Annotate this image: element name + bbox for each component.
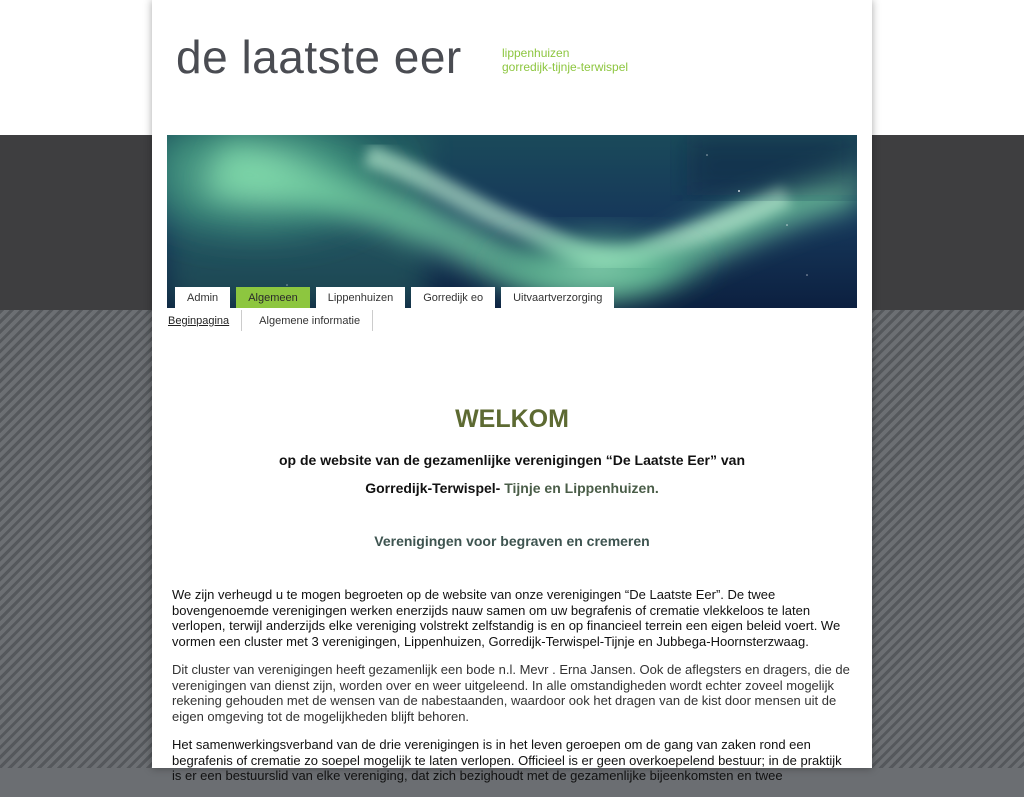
welcome-heading: WELKOM [455,405,569,433]
tab-lippenhuizen[interactable]: Lippenhuizen [316,287,405,308]
subheading: Verenigingen voor begraven en cremeren [374,533,650,549]
main-content [172,405,852,797]
intro-line-1: op de website van de gezamenlijke verenigingen “De Laatste Eer” van [278,452,746,468]
subnav-item-beginpagina[interactable]: Beginpagina [167,310,242,331]
tab-algemeen[interactable]: Algemeen [236,287,310,308]
intro-line-2-part-a: Gorredijk-Terwispel- [365,480,501,496]
paragraph-1: We zijn verheugd u te mogen begroeten op de website van onze verenigingen “De Laatste Eer”. De twee bovengenoemde verenigingen werken enerzijds nauw samen om uw begrafenis of crematie vlekkeloos te laten verlopen, terwijl anderzijds elke vereniging volstrekt zelfstandig is en op financieel terrein een eigen beleid voert. We vormen een cluster met 3 verenigingen, Lippenhuizen, Gorredijk-Terwispel-Tijnje en Jubbega-Hoornsterzwaag. [172,587,841,649]
aurora-banner-image [167,135,857,308]
paragraph-2: Dit cluster van verenigingen heeft gezamenlijk een bode n.l. Mevr . Erna Jansen. Ook de aflegsters en dragers, die de verenigingen van dienst zijn, worden over en weer uitgeleend. In alle omstandigheden wordt echter zoveel mogelijk rekening gehouden met de wensen van de nabestaanden, waardoor ook het dragen van de kist door mensen uit de eigen omgeving tot de mogelijkheden blijft behoren. [172,662,850,724]
tab-uitvaartverzorging[interactable]: Uitvaartverzorging [501,287,614,308]
page-container [152,0,872,783]
subtitle-line-1: lippenhuizen [502,46,570,60]
main-nav-tabs [175,287,620,308]
intro-line-2-part-b: Tijnje en Lippenhuizen. [500,480,659,496]
site-subtitle [502,46,628,74]
tab-admin[interactable]: Admin [175,287,230,308]
intro-line-2 [172,480,852,496]
paragraph-3: Het samenwerkingsverband van de drie verenigingen is in het leven geroepen om de gang van zaken rond een begrafenis of crematie zo soepel mogelijk te laten verlopen. Officieel is er geen overkoepelend bestuur; in de praktijk is er een bestuurslid van elke vereniging, dat zich bezighoudt met de gezamenlijke bijeenkomsten en twee [172,737,842,783]
site-logo[interactable]: de laatste eer [176,31,462,83]
subtitle-line-2: gorredijk-tijnje-terwispel [502,60,629,74]
tab-gorredijk-eo[interactable]: Gorredijk eo [411,287,495,308]
subnav-item-algemene-informatie[interactable]: Algemene informatie [242,310,373,331]
sub-navigation [167,310,373,331]
